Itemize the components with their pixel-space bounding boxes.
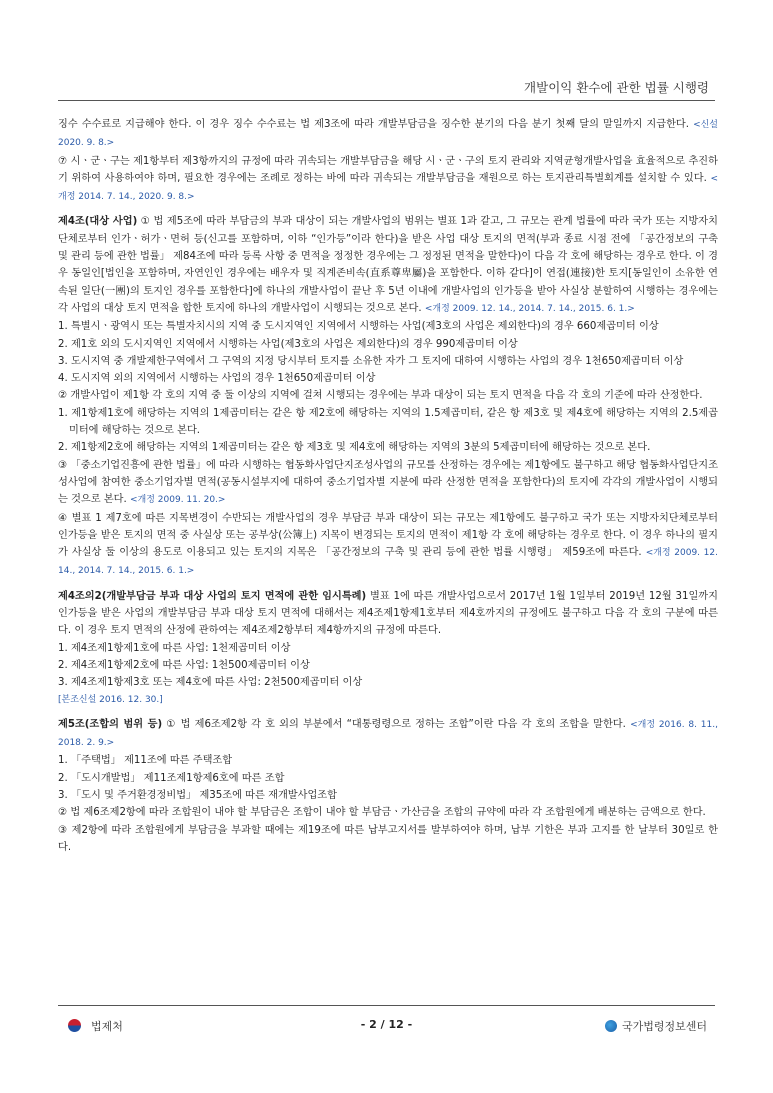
amendment-note: <개정 2009. 11. 20.> bbox=[130, 495, 226, 506]
paragraph: ③ 제2항에 따라 조합원에게 부담금을 부과할 때에는 제19조에 따른 납부고지서를 발부하여야 하며, 납부 기한은 부과 고지를 한 날부터 30일로 한다. bbox=[58, 824, 718, 853]
list-item: 1. 「주택법」 제11조에 따른 주택조합 bbox=[58, 755, 233, 767]
article-4: 제4조(대상 사업) ① 법 제5조에 따라 부담금의 부과 대상이 되는 개발사업의 범위는 별표 1과 같고, 그 규모는 관계 법률에 따라 국가 또는 지방자치단체로부터 인가ㆍ허가ㆍ면허 등(신고를 포함하며, 이하 “인가등”이라 한다)을 받은 사업 대상 토지의 면적(부과 종료 시점 전에 「공간정보의 구축 및 관리 등에 관한 법률」 제84조에 따라 등록 사항 중 면적을 정정한 경우에는 그 정정된 면적을 말한다)이 다음 각 호에 해당하는 경우로 한다. 이 경우 동일인[법인을 포함하며, 자연인인 경우에는 배우자 및 직계존비속(直系尊卑屬)을 포함한다. 이하 같다]이 연접(連接)한 토지[동일인이 소유한 연속된 일단(一團)의 토지인 경우를 포함한다]에 하나의 개발사업이 끝난 후 5년 이내에 개발사업의 인가등을 받아 사실상 분할하여 시행하는 경우에는 각 사업의 대상 토지 면적을 합한 토지에 하나의 개발사업이 시행되는 것으로 본다. <개정 2009. 12. 14., 2014. 7. 14., 2015. 6. 1.> bbox=[58, 216, 718, 314]
page-header bbox=[58, 78, 715, 101]
list-item: 3. 도시지역 중 개발제한구역에서 그 구역의 지정 당시부터 토지를 소유한 자가 그 토지에 대하여 시행하는 사업의 경우 1천650제곱미터 이상 bbox=[58, 355, 684, 367]
amendment-note: <개정 2009. 12. 14., 2014. 7. 14., 2015. 6. 1.> bbox=[424, 303, 635, 314]
list-item: 3. 제4조제1항제3호 또는 제4호에 따른 사업: 2천500제곱미터 이상 bbox=[58, 677, 363, 689]
list-item: 4. 도시지역 외의 지역에서 시행하는 사업의 경우 1천650제곱미터 이상 bbox=[58, 373, 376, 385]
paragraph: ④ 별표 1 제7호에 따른 지목변경이 수반되는 개발사업의 경우 부담금 부과 대상이 되는 규모는 제1항에도 불구하고 국가 또는 지방자치단체로부터 인가등을 받은 토지의 면적 중 사실상 또는 공부상(公簿上) 지목이 변경되는 토지의 면적이 제1항 각 호에 해당하는 경우로 한다. 이 경우 하나의 필지가 사실상 둘 이상의 용도로 이용되고 있는 토지의 지목은 「공간정보의 구축 및 관리 등에 관한 법률 시행령」 제59조에 따른다. <개정 2009. 12. 14., 2014. 7. 14., 2015. 6. 1.> bbox=[58, 512, 718, 577]
amendment-note: [본조신설 2016. 12. 30.] bbox=[58, 694, 163, 705]
law-center-logo-icon bbox=[605, 1020, 617, 1032]
amendment-note: <개정 2016. 8. 11., 2018. 2. 9.> bbox=[58, 719, 718, 749]
document-body bbox=[58, 116, 718, 856]
list-item: 1. 특별시ㆍ광역시 또는 특별자치시의 지역 중 도시지역인 지역에서 시행하는 사업(제3호의 사업은 제외한다)의 경우 660제곱미터 이상 bbox=[58, 321, 659, 333]
list-item: 2. 제1호 외의 도시지역인 지역에서 시행하는 사업(제3호의 사업은 제외한다)의 경우 990제곱미터 이상 bbox=[58, 338, 518, 350]
amendment-note: <개정 2009. 12. 14., 2014. 7. 14., 2015. 6. 1.> bbox=[58, 548, 718, 577]
article-title: 제4조의2(개발부담금 부과 대상 사업의 토지 면적에 관한 임시특례) bbox=[58, 590, 367, 602]
list-item: 2. 제1항제2호에 해당하는 지역의 1제곱미터는 같은 항 제3호 및 제4호에 해당하는 지역의 3분의 5제곱미터에 해당하는 것으로 본다. bbox=[58, 442, 651, 454]
footer-publisher: 법제처 bbox=[68, 1018, 123, 1034]
article-5: 제5조(조합의 범위 등) ① 법 제6조제2항 각 호 외의 부분에서 “대통령령으로 정하는 조합”이란 다음 각 호의 조합을 말한다. <개정 2016. 8. 11., 2018. 2. 9.> bbox=[58, 718, 718, 749]
amendment-note: <개정 2014. 7. 14., 2020. 9. 8.> bbox=[58, 173, 718, 203]
list-item: 2. 제4조제1항제2호에 따른 사업: 1천500제곱미터 이상 bbox=[58, 659, 310, 671]
amendment-note: <신설 2020. 9. 8.> bbox=[58, 120, 718, 149]
list-item: 1. 제1항제1호에 해당하는 지역의 1제곱미터는 같은 항 제2호에 해당하는 지역의 1.5제곱미터, 같은 항 제3호 및 제4호에 해당하는 지역의 2.5제곱미터에 해당하는 것으로 본다. bbox=[58, 407, 718, 437]
article-title: 제5조(조합의 범위 등) bbox=[58, 718, 163, 730]
page-footer bbox=[58, 1005, 715, 1036]
footer-source: 국가법령정보센터 bbox=[605, 1018, 707, 1034]
list-item: 3. 「도시 및 주거환경정비법」 제35조에 따른 재개발사업조합 bbox=[58, 789, 337, 801]
article-title: 제4조(대상 사업) bbox=[58, 216, 138, 228]
article-4-2: 제4조의2(개발부담금 부과 대상 사업의 토지 면적에 관한 임시특례) 별표 1에 따른 개발사업으로서 2017년 1월 1일부터 2019년 12월 31일까지 인가등을 받은 사업의 개발부담금 부과 대상 토지 면적에 대해서는 제4조제1항제1호부터 제4호까지의 규정에도 불구하고 다음 각 호의 구분에 따른다. 이 경우 토지 면적의 산정에 관하여는 제4조제2항부터 제4항까지의 규정에 따른다. bbox=[58, 590, 718, 637]
paragraph: ② 개발사업이 제1항 각 호의 지역 중 둘 이상의 지역에 걸쳐 시행되는 경우에는 부과 대상이 되는 토지 면적을 다음 각 호의 기준에 따라 산정한다. bbox=[58, 390, 703, 402]
page-number: - 2 / 12 - bbox=[360, 1018, 413, 1031]
list-item: 1. 제4조제1항제1호에 따른 사업: 1천제곱미터 이상 bbox=[58, 642, 291, 654]
paragraph: ③ 「중소기업진흥에 관한 법률」에 따라 시행하는 협동화사업단지조성사업의 규모를 산정하는 경우에는 제1항에도 불구하고 해당 협동화사업단지조성사업에 참여한 중소기업자별 면적(공동시설부지에 대하여 중소기업자별 지분에 따라 산정한 면적을 포함한다)의 토지에 각각의 개발사업이 시행되는 것으로 본다. <개정 2009. 11. 20.> bbox=[58, 459, 718, 506]
paragraph: ⑦ 시ㆍ군ㆍ구는 제1항부터 제3항까지의 규정에 따라 귀속되는 개발부담금을 해당 시ㆍ군ㆍ구의 토지 관리와 지역균형개발사업을 효율적으로 추진하기 위하여 사용하여야 하며, 필요한 경우에는 조례로 정하는 바에 따라 귀속되는 개발부담금을 재원으로 하는 토지관리특별회계를 설치할 수 있다. <개정 2014. 7. 14., 2020. 9. 8.> bbox=[58, 155, 718, 203]
paragraph: 징수 수수료로 지급해야 한다. 이 경우 징수 수수료는 법 제3조에 따라 개발부담금을 징수한 분기의 다음 분기 첫째 달의 말일까지 지급한다. <신설 2020. 9. 8.> bbox=[58, 119, 718, 149]
document-title: 개발이익 환수에 관한 법률 시행령 bbox=[524, 80, 709, 95]
paragraph: ② 법 제6조제2항에 따라 조합원이 내야 할 부담금은 조합이 내야 할 부담금ㆍ가산금을 조합의 규약에 따라 각 조합원에게 배분하는 금액으로 한다. bbox=[58, 807, 706, 819]
list-item: 2. 「도시개발법」 제11조제1항제6호에 따른 조합 bbox=[58, 772, 285, 784]
